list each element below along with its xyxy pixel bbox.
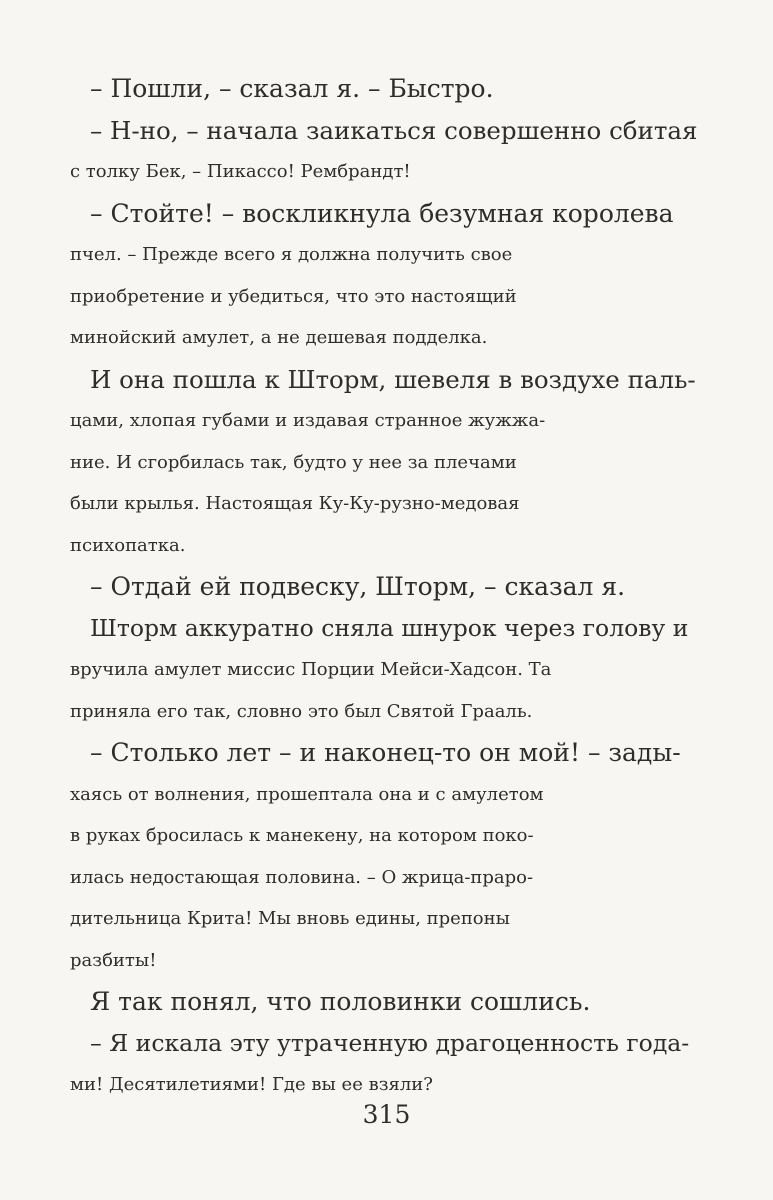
text-line: – Пошли, – сказал я. – Быстро. (90, 74, 494, 103)
text-line: с толку Бек, – Пикассо! Рембрандт! (70, 161, 411, 182)
page-number: 315 (362, 1100, 411, 1129)
text-line: ние. И сгорбилась так, будто у нее за плечами (70, 451, 517, 473)
text-line: дительница Крита! Мы вновь едины, препоны (70, 908, 510, 929)
text-line: илась недостающая половина. – О жрица-праро- (70, 866, 534, 888)
text-line: хаясь от волнения, прошептала она и с амулетом (70, 783, 544, 805)
text-line: – Я искала эту утраченную драгоценность года- (90, 1028, 690, 1057)
text-line: психопатка. (70, 534, 186, 556)
text-line: вручила амулет миссис Порции Мейси-Хадсон. Та (70, 659, 552, 680)
body-text (72, 68, 698, 1106)
text-line: минойский амулет, а не дешевая подделка. (70, 327, 488, 348)
text-line: – Н-но, – начала заикаться совершенно сбитая (90, 115, 698, 145)
text-line: в руках бросилась к манекену, на котором поко- (70, 825, 534, 846)
text-line: были крылья. Настоящая Ку-Ку-рузно-медовая (70, 493, 520, 514)
text-line: цами, хлопая губами и издавая странное жужжа- (70, 410, 546, 431)
text-line: – Стойте! – воскликнула безумная королева (90, 198, 674, 228)
text-line: – Отдай ей подвеску, Шторм, – сказал я. (90, 572, 626, 601)
text-line: пчел. – Прежде всего я должна получить свое (70, 244, 513, 265)
text-line: разбиты! (70, 949, 157, 971)
text-line: И она пошла к Шторм, шевеля в воздухе паль- (90, 364, 696, 394)
text-line: приняла его так, словно это был Святой Грааль. (70, 700, 533, 722)
text-line: ми! Десятилетиями! Где вы ее взяли? (70, 1074, 433, 1095)
text-line: Я так понял, что половинки сошлись. (90, 987, 591, 1016)
text-line: Шторм аккуратно сняла шнурок через голову и (90, 613, 689, 642)
text-line: приобретение и убедиться, что это настоящий (70, 285, 517, 307)
text-line: – Столько лет – и наконец-то он мой! – зады- (90, 738, 681, 767)
